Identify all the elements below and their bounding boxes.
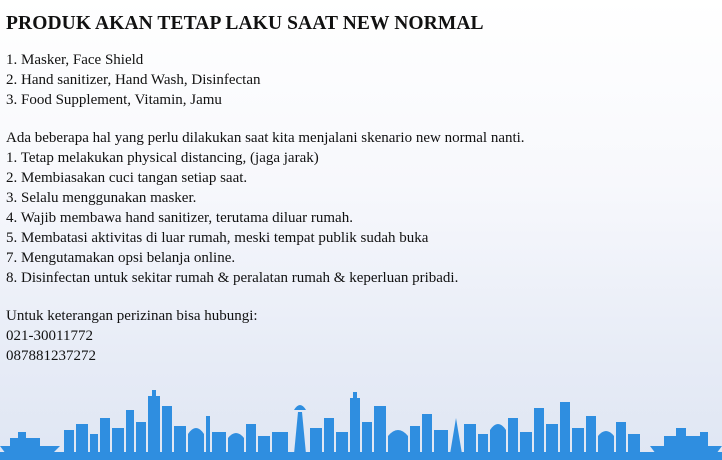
phone-number: 021-30011772 — [6, 328, 93, 344]
product-list — [6, 50, 716, 110]
city-skyline-illustration — [0, 388, 722, 460]
list-item: 2. Hand sanitizer, Hand Wash, Disinfectan — [6, 72, 261, 88]
list-item: 7. Mengutamakan opsi belanja online. — [6, 250, 236, 266]
guidelines-section — [6, 128, 716, 288]
document-body — [6, 12, 716, 366]
list-item: 8. Disinfectan untuk sekitar rumah & peralatan rumah & keperluan pribadi. — [6, 270, 459, 286]
list-item: 3. Food Supplement, Vitamin, Jamu — [6, 92, 222, 108]
contact-label: Untuk keterangan perizinan bisa hubungi: — [6, 308, 258, 324]
phone-number: 087881237272 — [6, 348, 96, 364]
page-title: PRODUK AKAN TETAP LAKU SAAT NEW NORMAL — [6, 13, 484, 34]
list-item: 1. Tetap melakukan physical distancing, (jaga jarak) — [6, 150, 319, 166]
list-item: 2. Membiasakan cuci tangan setiap saat. — [6, 170, 248, 186]
contact-section — [6, 306, 716, 366]
list-item: 5. Membatasi aktivitas di luar rumah, meski tempat publik sudah buka — [6, 230, 429, 246]
list-item: 4. Wajib membawa hand sanitizer, terutama diluar rumah. — [6, 210, 353, 226]
list-item: 1. Masker, Face Shield — [6, 52, 144, 68]
list-item: 3. Selalu menggunakan masker. — [6, 190, 197, 206]
intro-text: Ada beberapa hal yang perlu dilakukan saat kita menjalani skenario new normal nanti. — [6, 130, 525, 146]
